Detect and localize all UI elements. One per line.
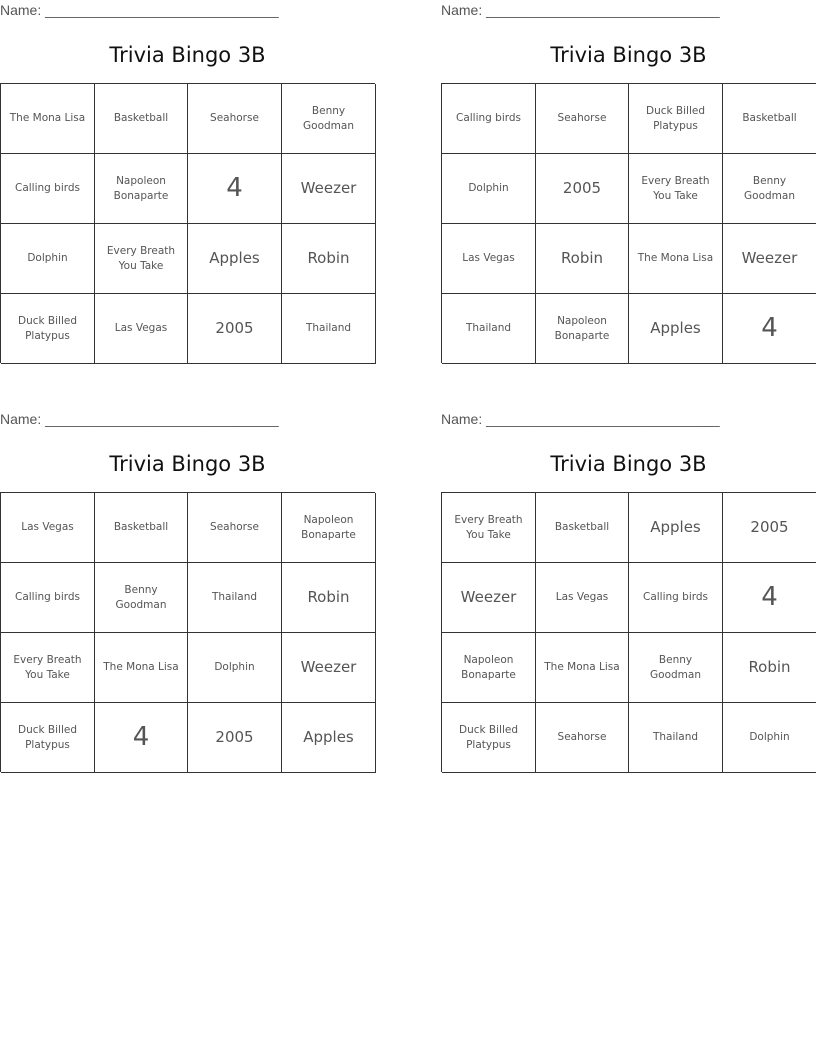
bingo-cell[interactable]: Napoleon Bonaparte	[442, 633, 536, 703]
bingo-cell[interactable]: Every Breath You Take	[442, 493, 536, 563]
bingo-card-2	[441, 0, 816, 380]
bingo-cell[interactable]: 2005	[723, 493, 816, 563]
bingo-cell[interactable]: Napoleon Bonaparte	[95, 154, 188, 224]
bingo-cell[interactable]: Apples	[629, 493, 723, 563]
bingo-cell[interactable]: 2005	[188, 703, 282, 773]
bingo-cell[interactable]: 2005	[536, 154, 629, 224]
bingo-cell[interactable]: Benny Goodman	[95, 563, 188, 633]
bingo-cell[interactable]: 4	[723, 294, 816, 364]
bingo-cell[interactable]: Weezer	[282, 154, 376, 224]
bingo-cell[interactable]: Seahorse	[188, 84, 282, 154]
bingo-cell[interactable]: Apples	[629, 294, 723, 364]
bingo-cell[interactable]: Robin	[282, 563, 376, 633]
bingo-grid	[0, 492, 375, 772]
card-title: Trivia Bingo 3B	[550, 43, 707, 67]
bingo-cell[interactable]: Apples	[282, 703, 376, 773]
name-field[interactable]: Name: ______________________________	[441, 2, 720, 18]
bingo-cell[interactable]: The Mona Lisa	[629, 224, 723, 294]
bingo-cell[interactable]: Thailand	[442, 294, 536, 364]
bingo-cell[interactable]: Benny Goodman	[723, 154, 816, 224]
bingo-cell[interactable]: Duck Billed Platypus	[1, 294, 95, 364]
bingo-cell[interactable]: Apples	[188, 224, 282, 294]
bingo-cell[interactable]: Seahorse	[536, 84, 629, 154]
bingo-cell[interactable]: Weezer	[442, 563, 536, 633]
bingo-cell[interactable]: Calling birds	[442, 84, 536, 154]
bingo-cell[interactable]: Benny Goodman	[282, 84, 376, 154]
bingo-cell[interactable]: 4	[188, 154, 282, 224]
bingo-cell[interactable]: Las Vegas	[95, 294, 188, 364]
bingo-cell[interactable]: The Mona Lisa	[536, 633, 629, 703]
bingo-cell[interactable]: Robin	[536, 224, 629, 294]
name-field[interactable]: Name: ______________________________	[0, 411, 279, 427]
card-title: Trivia Bingo 3B	[109, 43, 266, 67]
bingo-cell[interactable]: Every Breath You Take	[629, 154, 723, 224]
card-title: Trivia Bingo 3B	[550, 452, 707, 476]
bingo-cell[interactable]: Weezer	[282, 633, 376, 703]
bingo-cell[interactable]: Dolphin	[442, 154, 536, 224]
bingo-cell[interactable]: Seahorse	[188, 493, 282, 563]
bingo-cell[interactable]: Duck Billed Platypus	[629, 84, 723, 154]
bingo-cell[interactable]: Basketball	[95, 493, 188, 563]
bingo-cell[interactable]: The Mona Lisa	[95, 633, 188, 703]
bingo-cell[interactable]: Dolphin	[1, 224, 95, 294]
bingo-cell[interactable]: Thailand	[188, 563, 282, 633]
bingo-cell[interactable]: 4	[95, 703, 188, 773]
bingo-cell[interactable]: Basketball	[95, 84, 188, 154]
bingo-cell[interactable]: 2005	[188, 294, 282, 364]
bingo-cell[interactable]: Duck Billed Platypus	[1, 703, 95, 773]
bingo-cell[interactable]: Weezer	[723, 224, 816, 294]
card-title: Trivia Bingo 3B	[109, 452, 266, 476]
bingo-cell[interactable]: Calling birds	[1, 154, 95, 224]
bingo-card-3	[0, 409, 375, 789]
bingo-grid	[0, 83, 375, 363]
bingo-cell[interactable]: Calling birds	[629, 563, 723, 633]
bingo-cell[interactable]: Napoleon Bonaparte	[282, 493, 376, 563]
name-field[interactable]: Name: ______________________________	[441, 411, 720, 427]
bingo-cell[interactable]: Robin	[723, 633, 816, 703]
bingo-card-4	[441, 409, 816, 789]
bingo-cell[interactable]: Every Breath You Take	[1, 633, 95, 703]
bingo-cell[interactable]: Dolphin	[723, 703, 816, 773]
bingo-cell[interactable]: Basketball	[723, 84, 816, 154]
bingo-cell[interactable]: Calling birds	[1, 563, 95, 633]
bingo-cell[interactable]: Napoleon Bonaparte	[536, 294, 629, 364]
bingo-cell[interactable]: The Mona Lisa	[1, 84, 95, 154]
name-field[interactable]: Name: ______________________________	[0, 2, 279, 18]
bingo-cell[interactable]: Robin	[282, 224, 376, 294]
bingo-cell[interactable]: Las Vegas	[1, 493, 95, 563]
bingo-cell[interactable]: Every Breath You Take	[95, 224, 188, 294]
bingo-cell[interactable]: 4	[723, 563, 816, 633]
bingo-cell[interactable]: Thailand	[629, 703, 723, 773]
bingo-cell[interactable]: Las Vegas	[442, 224, 536, 294]
bingo-cell[interactable]: Basketball	[536, 493, 629, 563]
bingo-card-1	[0, 0, 375, 380]
bingo-cell[interactable]: Las Vegas	[536, 563, 629, 633]
bingo-cell[interactable]: Benny Goodman	[629, 633, 723, 703]
bingo-cell[interactable]: Seahorse	[536, 703, 629, 773]
bingo-cell[interactable]: Duck Billed Platypus	[442, 703, 536, 773]
bingo-cell[interactable]: Thailand	[282, 294, 376, 364]
bingo-grid	[441, 492, 816, 772]
bingo-grid	[441, 83, 816, 363]
bingo-cell[interactable]: Dolphin	[188, 633, 282, 703]
